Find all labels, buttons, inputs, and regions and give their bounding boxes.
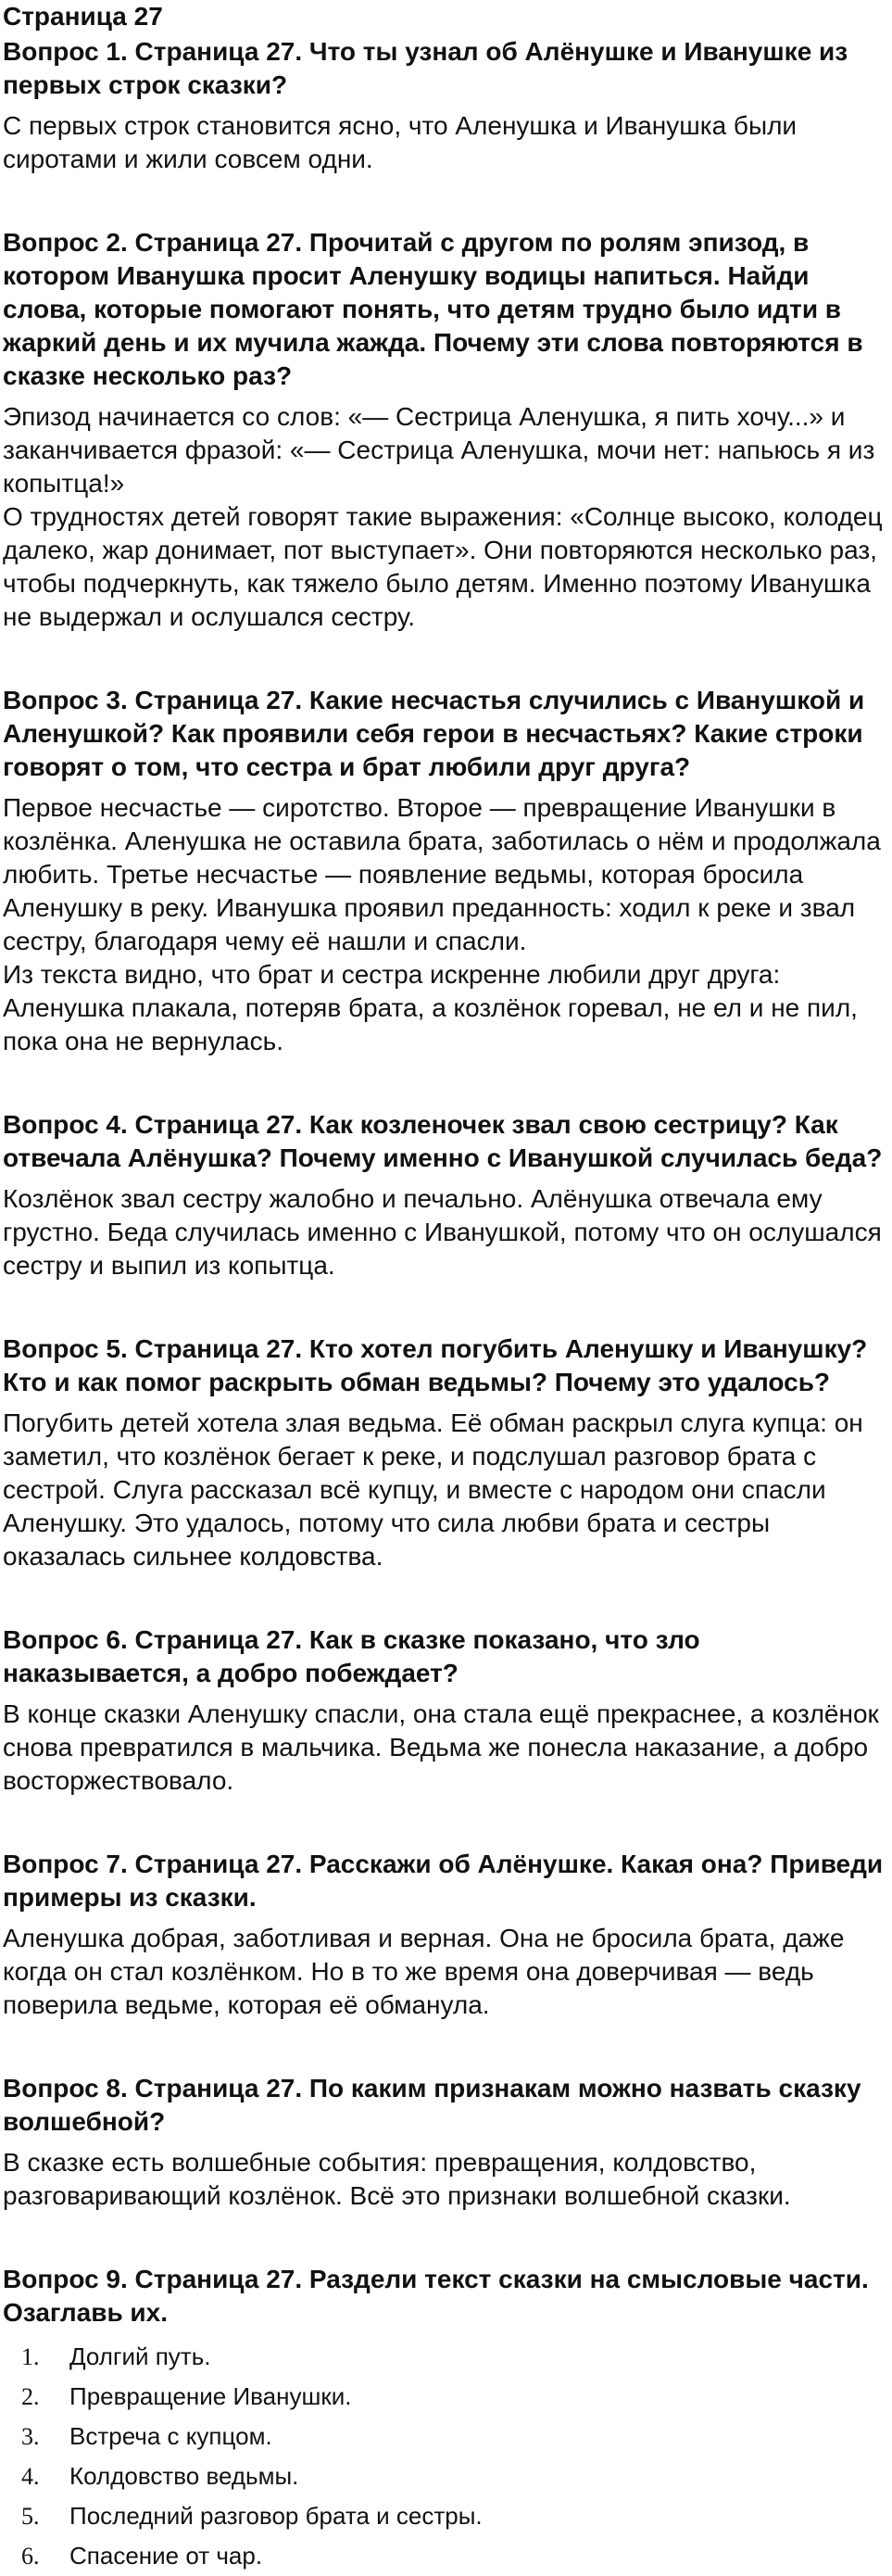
- qa-block-1: [3, 35, 887, 176]
- question-5: Вопрос 5. Страница 27. Кто хотел погубить Аленушку и Иванушку? Кто и как помог раскрыть обман ведьмы? Почему это удалось?: [3, 1334, 868, 1396]
- list-item: [3, 2337, 887, 2377]
- answer-paragraph: В сказке есть волшебные события: превращения, колдовство, разговаривающий козлёнок. Всё это признаки волшебной сказки.: [3, 2148, 791, 2210]
- qa-block-2: [3, 226, 887, 634]
- answer-paragraph: Из текста видно, что брат и сестра искренне любили друг друга: Аленушка плакала, потеряв брата, а козлёнок горевал, не ел и не пил, пока она не вернулась.: [3, 960, 858, 1055]
- list-number: 1.: [21, 2343, 40, 2370]
- list-item: [3, 2536, 887, 2576]
- qa-block-5: [3, 1332, 887, 1573]
- list-item: [3, 2417, 887, 2456]
- list-text: Превращение Иванушки.: [69, 2382, 352, 2410]
- question-4: Вопрос 4. Страница 27. Как козленочек звал свою сестрицу? Как отвечала Алёнушка? Почему именно с Иванушкой случилась беда?: [3, 1110, 883, 1172]
- question-2: Вопрос 2. Страница 27. Прочитай с другом по ролям эпизод, в котором Иванушка просит Аленушку водицы напиться. Найди слова, которые помогают понять, что детям трудно было идти в жаркий день и их мучила жажда. Почему эти слова повторяются в сказке несколько раз?: [3, 228, 863, 390]
- qa-block-4: [3, 1108, 887, 1282]
- list-number: 6.: [21, 2543, 40, 2570]
- question-6: Вопрос 6. Страница 27. Как в сказке показано, что зло наказывается, а добро побеждает?: [3, 1625, 700, 1687]
- list-text: Встреча с купцом.: [69, 2422, 272, 2450]
- list-number: 5.: [21, 2503, 40, 2530]
- list-item: [3, 2377, 887, 2417]
- qa-block-8: [3, 2072, 887, 2213]
- qa-block-7: [3, 1848, 887, 2022]
- answer-4: [3, 1182, 887, 1282]
- qa-block-6: [3, 1623, 887, 1798]
- answer-paragraph: Эпизод начинается со слов: «— Сестрица Аленушка, я пить хочу...» и заканчивается фразой: «— Сестрица Аленушка, мочи нет: напьюсь я из копытца!»: [3, 402, 875, 498]
- story-parts-list: [3, 2337, 887, 2576]
- answer-paragraph: С первых строк становится ясно, что Аленушка и Иванушка были сиротами и жили совсем одни.: [3, 111, 798, 173]
- question-1: Вопрос 1. Страница 27. Что ты узнал об Алёнушке и Иванушке из первых строк сказки?: [3, 37, 848, 99]
- list-number: 4.: [21, 2463, 40, 2490]
- list-number: 3.: [21, 2423, 40, 2450]
- qa-block-3: [3, 684, 887, 1058]
- list-text: Колдовство ведьмы.: [69, 2462, 299, 2490]
- answer-7: [3, 1922, 887, 2022]
- answer-6: [3, 1698, 887, 1798]
- answer-paragraph: Козлёнок звал сестру жалобно и печально. Алёнушка отвечала ему грустно. Беда случилась именно с Иванушкой, потому что он ослушался сестру и выпил из копытца.: [3, 1184, 882, 1280]
- qa-block-9: [3, 2263, 887, 2576]
- answer-paragraph: Первое несчастье — сиротство. Второе — превращение Иванушки в козлёнка. Аленушка не оставила брата, заботилась о нём и продолжала любить. Третье несчастье — появление ведьмы, которая бросила Аленушку в реку. Иванушка проявил преданность: ходил к реке и звал сестру, благодаря чему её нашли и спасли.: [3, 793, 881, 955]
- answer-8: [3, 2146, 887, 2213]
- list-text: Последний разговор брата и сестры.: [69, 2502, 483, 2530]
- answer-paragraph: О трудностях детей говорят такие выражения: «Солнце высоко, колодец далеко, жар донимает, пот выступает». Они повторяются несколько раз, чтобы подчеркнуть, как тяжело было детям. Именно поэтому Иванушка не выдержал и ослушался сестру.: [3, 502, 883, 631]
- list-item: [3, 2456, 887, 2496]
- question-9: Вопрос 9. Страница 27. Раздели текст сказки на смысловые части. Озаглавь их.: [3, 2265, 869, 2327]
- answer-paragraph: Аленушка добрая, заботливая и верная. Она не бросила брата, даже когда он стал козлёнком. Но в то же время она доверчивая — ведь поверила ведьме, которая её обманула.: [3, 1924, 845, 2019]
- answer-paragraph: Погубить детей хотела злая ведьма. Её обман раскрыл слуга купца: он заметил, что козлёнок бегает к реке, и подслушал разговор брата с сестрой. Слуга рассказал всё купцу, и вместе с народом они спасли Аленушку. Это удалось, потому что сила любви брата и сестры оказалась сильнее колдовства.: [3, 1408, 863, 1571]
- answer-3: [3, 791, 887, 1058]
- question-8: Вопрос 8. Страница 27. По каким признакам можно назвать сказку волшебной?: [3, 2074, 861, 2136]
- list-text: Долгий путь.: [69, 2342, 211, 2370]
- answer-paragraph: В конце сказки Аленушку спасли, она стала ещё прекраснее, а козлёнок снова превратился в мальчика. Ведьма же понесла наказание, а добро восторжествовало.: [3, 1699, 879, 1795]
- answer-2: [3, 400, 887, 634]
- question-3: Вопрос 3. Страница 27. Какие несчастья случились с Иванушкой и Аленушкой? Как проявили себя герои в несчастьях? Какие строки говорят о том, что сестра и брат любили друг друга?: [3, 686, 865, 781]
- list-item: [3, 2496, 887, 2536]
- page-title: Страница 27: [3, 2, 163, 31]
- answer-1: [3, 109, 887, 176]
- list-text: Спасение от чар.: [69, 2542, 263, 2570]
- answer-5: [3, 1407, 887, 1573]
- list-number: 2.: [21, 2383, 40, 2410]
- question-7: Вопрос 7. Страница 27. Расскажи об Алёнушке. Какая она? Приведи примеры из сказки.: [3, 1850, 884, 1912]
